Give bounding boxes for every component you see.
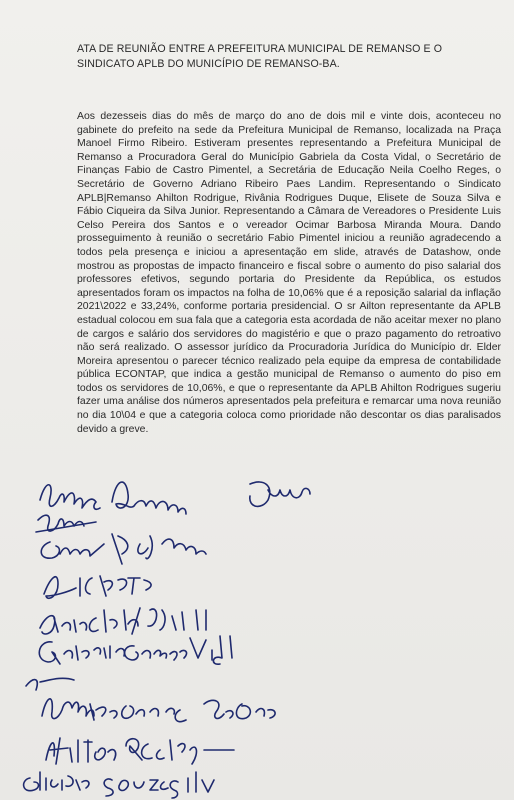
document-title: ATA DE REUNIÃO ENTRE A PREFEITURA MUNICIPAL DE REMANSO E O SINDICATO APLB DO MUNICÍPIO DE REMANSO-BA.	[77, 43, 443, 70]
signature-rivania	[40, 482, 310, 514]
signature-gabriela	[39, 636, 232, 664]
signature-fabio	[40, 608, 206, 634]
signature-ahilton	[46, 738, 234, 764]
signature-neila	[26, 678, 275, 721]
signature-adriano	[36, 515, 96, 532]
body-paragraph: Aos dezesseis dias do mês de março do ano de dois mil e vinte dois, aconteceu no gabinete do prefeito na sede da Prefeitura Municipal de Remanso, localizada na Praça Manoel Firmo Ribeiro. Estiveram presentes representando a Prefeitura Municipal de Remanso a Procuradora Geral do Município Gabriela da Costa Vidal, o Secretário de Finanças Fabio de Castro Pimentel, a Secretária de Educação Neila Coelho Reges, o Secretário de Governo Adriano Ribeiro Paes Landim. Representando o Sindicato APLB|Remanso Ahilton Rodrigue, Rivânia Rodrigues Duque, Elisete de Souza Silva e Fábio Ciqueira da Silva Junior. Representando a Câmara de Vereadores o Presidente Luis Celso Pereira dos Santos e o vereador Ocimar Barbosa Miranda Moura. Dando prosseguimento à reunião o secretário Fabio Pimentel iniciou a reunião agradecendo a todos pela presença e iniciou a apresentação em slide, através de Datashow, onde mostrou as propostas de impacto financeiro e fiscal sobre o aumento do piso salarial dos professores efetivos, segundo portaria do Presidente da República, os estudos apresentados foram os impactos na folha de 10,06% que é a reposição salarial da inflação 2021\2022 e 33,24%, conforme portaria presidencial. O sr Ailton representante da APLB estadual colocou em sua fala que a categoria esta acordada de não aceitar mexer no plano de cargos e salário dos servidores do magistério e que o prazo pagamento do retroativo não será realizado. O assessor jurídico da Procuradoria Jurídica do Município dr. Elder Moreira apresentou o parecer técnico realizado pela equipe da empresa de contabilidade pública ECONTAP, que indica a gestão municipal de Remanso o aumento do piso em todos os servidores de 10,06%, e que o representante da APLB Ahilton Rodrigues sugeriu fazer uma análise dos números apresentados pela prefeitura e remarcar uma nova reunião no dia 10\04 e que a categoria coloca como prioridade não descontar os dias paralisados devido a greve.	[77, 111, 501, 435]
signatures-image	[0, 460, 514, 800]
signature-area	[0, 460, 514, 800]
document-body	[77, 110, 501, 436]
signature-elisete	[24, 772, 214, 798]
signature-ocimar	[41, 534, 206, 564]
signature-luiz	[44, 576, 151, 598]
